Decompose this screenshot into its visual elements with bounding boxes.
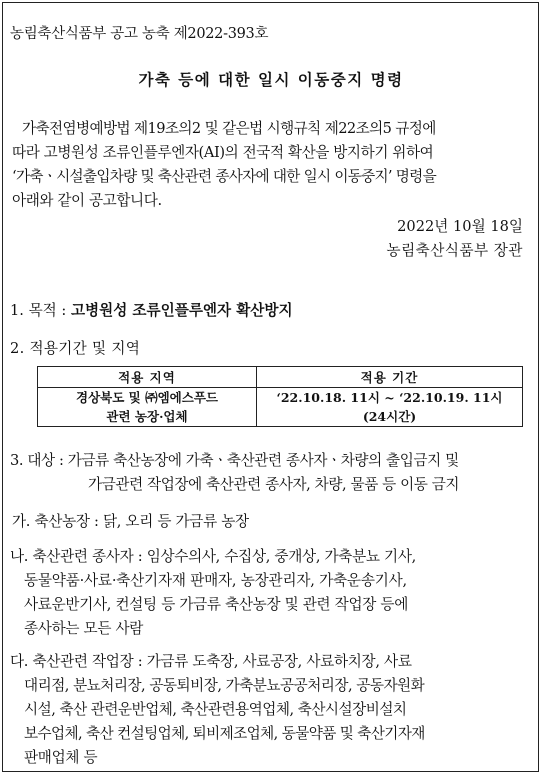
item-line: 종사하는 모든 사람 (24, 620, 144, 637)
table-cell-period (257, 388, 523, 427)
section-purpose-value: 고병원성 조류인플루엔자 확산방지 (70, 302, 293, 319)
table-cell-region (38, 388, 257, 427)
period-table (37, 366, 523, 427)
item-da (10, 650, 425, 770)
section-target (10, 449, 459, 497)
item-line: 보수업체, 축산 컨설팅업체, 퇴비제조업체, 동물약품 및 축산기자재 (24, 725, 425, 742)
item-line: 가. 축산농장 : 닭, 오리 등 가금류 농장 (12, 513, 249, 530)
document-title: 가축 등에 대한 일시 이동중지 명령 (138, 70, 404, 89)
table-header-row (38, 367, 523, 388)
section-target-line: 3. 대상 : 가금류 축산농장에 가축ㆍ축산관련 종사자ㆍ차량의 출입금지 및 (10, 452, 459, 469)
item-line: 시설, 축산 관련운반업체, 축산관련용역업체, 축산시설장비설치 (24, 701, 407, 718)
intro-line: 따라 고병원성 조류인플루엔자(AI)의 전국적 확산을 방지하기 위하여 (12, 144, 434, 161)
item-line: 대리점, 분뇨처리장, 공동퇴비장, 가축분뇨공공처리장, 공동자원화 (24, 677, 425, 694)
region-line: 경상북도 및 ㈜엠에스푸드 (76, 390, 218, 405)
region-line: 관련 농장·업체 (106, 409, 188, 424)
item-ga (12, 510, 249, 534)
item-line: 판매업체 등 (24, 749, 98, 766)
notice-number: 농림축산식품부 공고 농축 제2022-393호 (10, 26, 269, 42)
table-header: 적용 지역 (38, 367, 257, 388)
period-line: ‘22.10.18. 11시 ~ ‘22.10.19. 11시 (276, 390, 503, 405)
signer: 농림축산식품부 장관 (386, 242, 523, 259)
item-line: 나. 축산관련 종사자 : 임상수의사, 수집상, 중개상, 가축분뇨 기사, (10, 548, 416, 565)
item-line: 다. 축산관련 작업장 : 가금류 도축장, 사료공장, 사료하치장, 사료 (10, 653, 412, 670)
intro-line: 아래와 같이 공고합니다. (12, 192, 162, 209)
section-period-heading: 2. 적용기간 및 지역 (10, 340, 141, 357)
intro-line: ‘가축ㆍ시설출입차량 및 축산관련 종사자에 대한 일시 이동중지’ 명령을 (12, 168, 436, 185)
section-purpose-label: 1. 목적 : (10, 302, 71, 319)
announcement-date: 2022년 10월 18일 (397, 218, 523, 235)
intro-line: 가축전염병예방법 제19조의2 및 같은법 시행규칙 제22조의5 규정에 (22, 120, 436, 137)
section-purpose (10, 299, 293, 320)
item-na (10, 545, 416, 641)
section-target-line: 가금관련 작업장에 축산관련 종사자, 차량, 물품 등 이동 금지 (88, 476, 460, 493)
table-header: 적용 기간 (257, 367, 523, 388)
item-line: 사료운반기사, 컨설팅 등 가금류 축산농장 및 관련 작업장 등에 (24, 596, 408, 613)
item-line: 동물약품·사료·축산기자재 판매자, 농장관리자, 가축운송기사, (24, 572, 407, 589)
table-row (38, 388, 523, 427)
intro-paragraph (12, 117, 524, 213)
period-line: (24시간) (362, 409, 417, 424)
